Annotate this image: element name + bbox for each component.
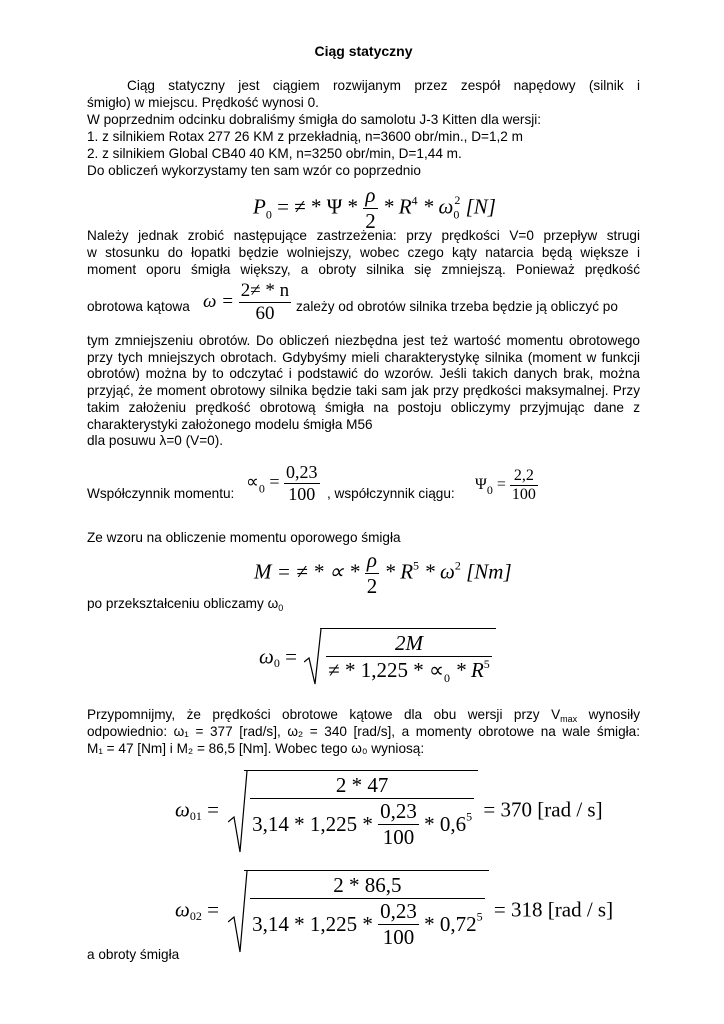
para2-line-4a: obrotowa kątowa xyxy=(87,299,190,314)
para2-line-1: Należy jednak zrobić następujące zastrzeżenia: przy prędkości V=0 przepływ strugi xyxy=(87,228,640,243)
coef-label-thrust: , współczynnik ciągu: xyxy=(327,486,455,501)
intro-line-3: W poprzednim odcinku dobraliśmy śmigła do samolotu J-3 Kitten dla wersji: xyxy=(87,112,542,127)
coef-moment-formula: $\propto_0$ = $\frac{0,23}{100}$ xyxy=(246,462,318,504)
para2-rest: tym zmniejszeniu obrotów. Do obliczeń niezbędna jest też wartość momentu obrotowego przy tych mniejszych obrotach. Gdybyśmy mieli charakterystykę silnika (moment w funkcji obrotów) można by to odczytać i podstawić do wzorów. Jeśli takich danych brak, można przyjąć, że moment obrotowy silnika będzie taki sam jak przy prędkości maksymalnej. Przy takim założeniu prędkość obrotową śmigła na postoju obliczymy przyjmując dane z charakterystyki założonego modelu śmigła M56 xyxy=(87,333,640,432)
equation-thrust: $P_0$ = ≠ * Ψ * $\frac{\rho}{2}$ * $R^4 * \omega_0^2$ [N] xyxy=(253,183,496,233)
text-transform: po przekształceniu obliczamy $\omega_0$ xyxy=(87,596,284,613)
list-item-2: 2. z silnikiem Global CB40 40 KM, n=3250 obr/min, D=1,44 m. xyxy=(87,146,462,161)
footer-text: a obroty śmigła xyxy=(87,947,180,962)
intro-line-6: Do obliczeń wykorzystamy ten sam wzór co poprzednio xyxy=(87,163,421,178)
recall-line-3: M₁ = 47 [Nm] i M₂ = 86,5 [Nm]. Wobec tego ω₀ wyniosą: xyxy=(87,741,425,756)
list-item-1: 1. z silnikiem Rotax 277 26 KM z przekładnią, n=3600 obr/min., D=1,2 m xyxy=(87,129,523,144)
equation-moment: M = ≠ * ∝ * $\frac{\rho}{2}$ * $R^5 * \omega^2$ [Nm] xyxy=(254,548,512,598)
equation-omega02: $\omega_{02}$ = 2 * 86,5 3,14 * 1,225 * $\frac{0,23}{100}$ * 0,72$^5$ = 318 [rad / s] xyxy=(175,870,613,950)
coef-thrust-formula: $\Psi_0$ = $\frac{2,2}{100}$ xyxy=(475,467,536,503)
equation-omega: ω = $\frac{2\ne * n}{60}$ xyxy=(203,280,290,324)
equation-omega0: $\omega_0$ = $\frac{2M}{\ne * 1,225 * \propto_0 * R^5}$ xyxy=(259,628,496,686)
recall-line-1: Przypomnijmy, że prędkości obrotowe kątowe dla obu wersji przy $V_{max}$ wynosiły xyxy=(87,707,640,724)
para2-line-3: moment oporu śmigła większy, a obroty silnika się zmniejszą. Ponieważ prędkość xyxy=(87,262,640,277)
text-moment: Ze wzoru na obliczenie momentu oporowego śmigła xyxy=(87,530,401,545)
para2-line-2: w stosunku do łopatki będzie wolniejszy, wobec czego kąty natarcia będą większe i xyxy=(87,245,640,260)
intro-line-2: śmigło) w miejscu. Prędkość wynosi 0. xyxy=(87,95,319,110)
page-title: Ciąg statyczny xyxy=(314,43,413,59)
intro-line-1: Ciąg statyczny jest ciągiem rozwijanym przez zespół napędowy (silnik i xyxy=(127,78,640,93)
para2-last: dla posuwu λ=0 (V=0). xyxy=(87,433,224,448)
recall-line-2: odpowiednio: ω₁ = 377 [rad/s], ω₂ = 340 [rad/s], a momenty obrotowe na wale śmigła: xyxy=(87,724,640,739)
para2-line-4b: zależy od obrotów silnika trzeba będzie ją obliczyć po xyxy=(296,299,618,314)
equation-omega01: $\omega_{01}$ = 2 * 47 3,14 * 1,225 * $\frac{0,23}{100}$ * $0,6^5$ = 370 [rad / s] xyxy=(175,770,603,850)
coef-label-moment: Współczynnik momentu: xyxy=(87,486,235,501)
